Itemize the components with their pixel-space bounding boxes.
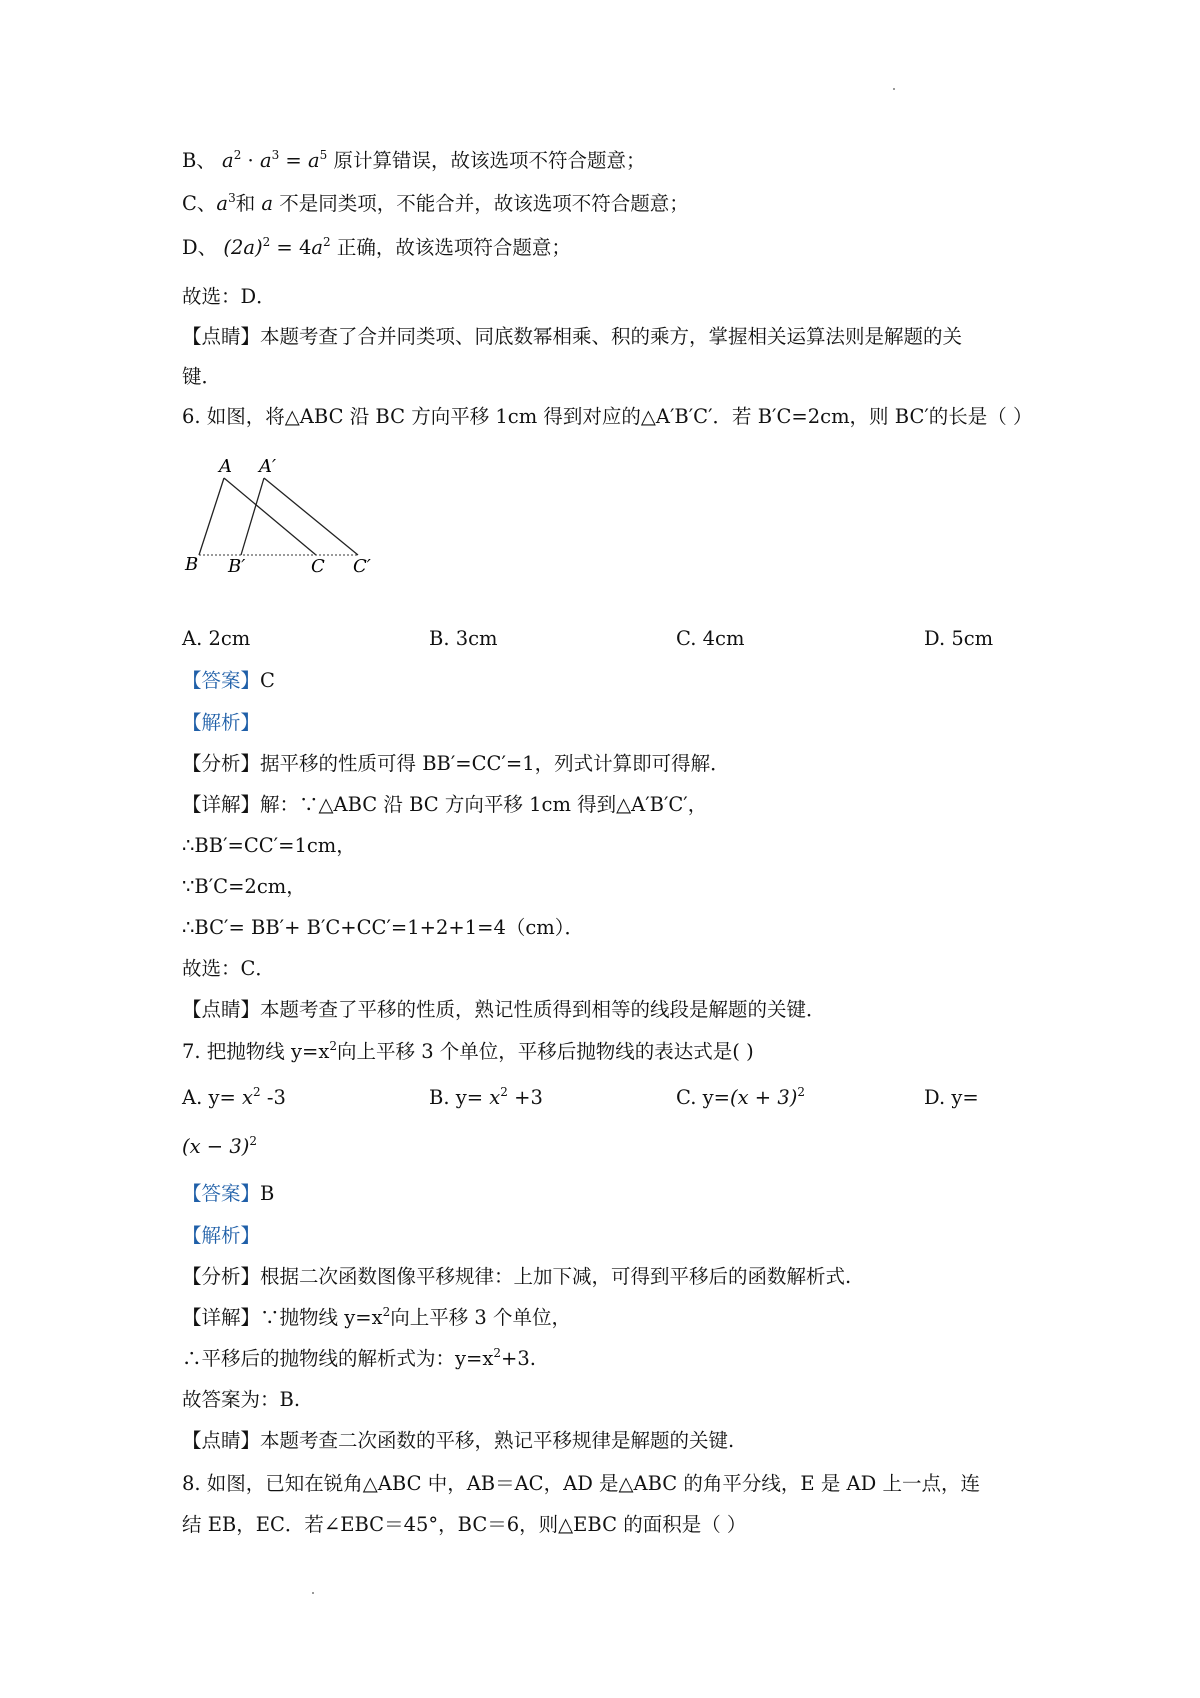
segment-ac [224,478,316,555]
q8-stem-cont: 结 EB，EC．若∠EBC＝45°，BC＝6，则△EBC 的面积是（ ） [182,1513,747,1536]
q6-translation-figure [182,450,382,580]
q5-note-cont: 键． [182,365,222,388]
label-b-prime: B′ [228,556,246,577]
q6-stem: 6. 如图，将△ABC 沿 BC 方向平移 1cm 得到对应的△A′B′C′．若 B′C=2cm，则 BC′的长是（ ） [182,405,1033,428]
q7-detail: 【详解】∵抛物线 $y=x^2$向上平移 3 个单位， [182,1305,572,1329]
q7-analysis-tag: 【解析】 [182,1224,261,1247]
q6-answer: 【答案】C [182,669,275,692]
q7-choice: 故答案为：B. [182,1388,301,1411]
q7-option-b: B. $y= x^2 +3$ [429,1085,543,1109]
label-b: B [185,554,199,575]
q7-fenxi: 【分析】根据二次函数图像平移规律：上加下减，可得到平移后的函数解析式. [182,1265,852,1288]
q6-step-2: ∵B′C=2cm， [182,875,306,898]
q6-note: 【点睛】本题考查了平移的性质，熟记性质得到相等的线段是解题的关键． [182,998,826,1021]
q6-detail: 【详解】解：∵△ABC 沿 BC 方向平移 1cm 得到△A′B′C′， [182,793,708,816]
segment-a1b1 [241,478,264,555]
q7-option-d-cont: $(x - 3)^2$ [182,1134,257,1158]
q7-option-c: C. $y=(x + 3)^2$ [676,1085,805,1109]
label-c-prime: C′ [353,556,371,577]
q7-option-a: A. $y= x^2$ -3 [182,1085,286,1109]
q6-analysis-tag: 【解析】 [182,711,261,734]
q6-fenxi: 【分析】据平移的性质可得 BB′=CC′=1，列式计算即可得解． [182,752,730,775]
q6-option-c: C. 4cm [676,627,745,650]
q6-option-a: A. 2cm [182,627,251,650]
label-a-prime: A′ [259,456,277,477]
q5-option-b-explanation: B、 $a^2 \cdot a^3 = a^5$ 原计算错误，故该选项不符合题意； [182,148,646,172]
q7-answer: 【答案】B [182,1182,275,1205]
label-a: A [219,456,232,477]
q5-choice: 故选：D． [182,285,276,308]
q6-option-b: B. 3cm [429,627,498,650]
q5-option-c-explanation: C、$a^3$和 a 不是同类项，不能合并，故该选项不符合题意； [182,191,689,215]
q6-choice: 故选：C． [182,957,275,980]
segment-ab [199,478,224,555]
scan-speck [312,1592,314,1594]
q6-option-d: D. 5cm [924,627,994,650]
scan-speck [893,88,895,90]
q6-step-3: ∴BC′= BB′+ B′C+CC′=1+2+1=4（cm）． [182,916,585,939]
label-c: C [311,556,325,577]
q8-stem: 8. 如图，已知在锐角△ABC 中，AB＝AC，AD 是△ABC 的角平分线，E 是 AD 上一点，连 [182,1472,980,1495]
q7-step: ∴平移后的抛物线的解析式为：$y=x^2+3$. [182,1346,536,1370]
q6-step-1: ∴BB′=CC′=1cm， [182,834,356,857]
q7-option-d: D. y= [924,1086,979,1109]
q7-stem: 7. 把抛物线 $y=x^2$向上平移 3 个单位，平移后抛物线的表达式是( ) [182,1039,754,1063]
q7-note: 【点睛】本题考查二次函数的平移，熟记平移规律是解题的关键. [182,1429,735,1452]
q5-option-d-explanation: D、 $(2a)^2 = 4a^2$ 正确，故该选项符合题意； [182,235,571,259]
segment-a1c1 [264,478,358,555]
q5-note: 【点睛】本题考查了合并同类项、同底数幂相乘、积的乘方，掌握相关运算法则是解题的关 [182,325,963,348]
